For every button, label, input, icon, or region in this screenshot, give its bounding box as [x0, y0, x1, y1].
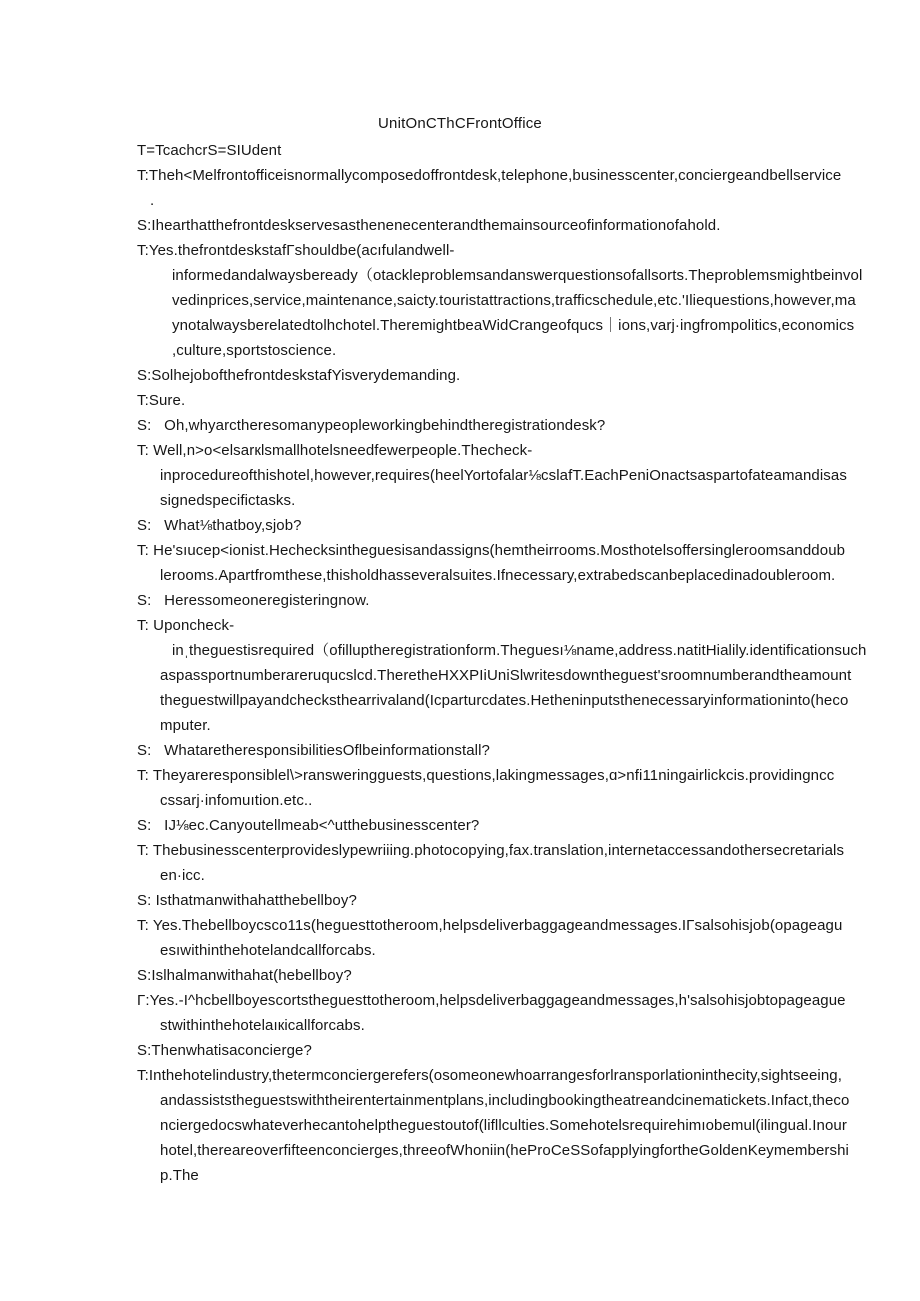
text-line: ynotalwaysberelatedtolhchotel.TheremightbeaWidCrangeofqucs｜ions,varj·ingfrompolitics,economics	[172, 317, 855, 334]
text-line: T: Thebusinesscenterprovideslypewriiing.photocopying,fax.translation,internetaccessandothersecretarials	[137, 842, 845, 859]
text-line: aspassportnumberareruqucslcd.TheretheHXXPIiUniSlwritesdowntheguest'sroomnumberandtheamount	[160, 667, 852, 684]
text-line: p.The	[160, 1167, 199, 1184]
text-line: lerooms.Apartfromthese,thisholdhasseveralsuites.Ifnecessary,extrabedscanbeplacedinadoubleroom.	[160, 567, 836, 584]
text-line: S: What⅛thatboy,sjob?	[137, 517, 302, 534]
text-line: S: Heressomeoneregisteringnow.	[137, 592, 370, 609]
text-line: .	[150, 192, 155, 209]
text-line: inˌtheguestisrequired（ofilluptheregistrationform.Theguesı⅛name,address.natitHialily.identificationsuch	[172, 642, 867, 659]
text-line: Γ:Yes.-I^hcbellboyescortstheguesttotheroom,helpsdeliverbaggageandmessages,h'salsohisjobtopageague	[137, 992, 846, 1009]
text-line: S: Oh,whyarctheresomanypeopleworkingbehindtheregistrationdesk?	[137, 417, 606, 434]
text-line: signedspecifictasks.	[160, 492, 296, 509]
text-line: T: Uponcheck-	[137, 617, 235, 634]
text-line: en·icc.	[160, 867, 205, 884]
text-line: T:Theh<Melfrontofficeisnormallycomposedoffrontdesk,telephone,businesscenter,conciergeandbellservice	[137, 167, 842, 184]
text-line: T:Inthehotelindustry,thetermconciergerefers(osomeonewhoarrangesforlransporlationinthecity,sightseeing,	[137, 1067, 843, 1084]
text-line: cssarj·infomuıtion.etc..	[160, 792, 313, 809]
text-line: T: He'sıucep<ionist.Hechecksintheguesisandassigns(hemtheirrooms.Mosthotelsoffersingleroomsanddoub	[137, 542, 846, 559]
text-line: S: IJ⅛ec.Canyoutellmeab<^utthebusinesscenter?	[137, 817, 480, 834]
text-line: vedinprices,service,maintenance,saicty.touristattractions,trafficschedule,etc.'Iliequestions,however,ma	[172, 292, 856, 309]
text-line: theguestwillpayandchecksthearrivaland(Icparturcdates.Hetheninputsthenecessaryinformationinto(heco	[160, 692, 849, 709]
text-line: mputer.	[160, 717, 211, 734]
text-line: informedandalwaysbeready（otackleproblemsandanswerquestionsofallsorts.Theproblemsmightbeinvol	[172, 267, 863, 284]
text-line: S:Thenwhatisaconcierge?	[137, 1042, 312, 1059]
text-line: esıwithinthehotelandcallforcabs.	[160, 942, 376, 959]
text-line: T: Theyareresponsiblel\>ransweringguests,questions,lakingmessages,ɑ>nfi11ningairlickcis.providingncc	[137, 767, 835, 784]
text-line: stwithinthehotelaıкicallforcabs.	[160, 1017, 365, 1034]
text-line: andassiststheguestswiththeirentertainmentplans,includingbookingtheatreandcinematickets.Infact,theco	[160, 1092, 850, 1109]
text-line: hotel,thereareoverfifteenconcierges,threeofWhoniin(heProCeSSofapplyingfortheGoldenKeymembershi	[160, 1142, 849, 1159]
text-line: nciergedocswhateverhecantohelptheguestoutof(lifllculties.Somehotelsrequirehimıobemul(ilingual.Inour	[160, 1117, 847, 1134]
document-title: UnitOnCThCFrontOffice	[378, 115, 542, 132]
text-line: S:Ihearthatthefrontdeskservesasthenenecenterandthemainsourceofinformationofahold.	[137, 217, 721, 234]
text-line: T:Sure.	[137, 392, 186, 409]
text-line: S:SolhejobofthefrontdeskstafYisverydemanding.	[137, 367, 461, 384]
text-line: T=TcachcrS=SIUdent	[137, 142, 282, 159]
text-line: T: Yes.Thebellboycsco11s(heguesttotheroom,helpsdeliverbaggageandmessages.IΓsalsohisjob(opageagu	[137, 917, 843, 934]
text-line: S:Islhalmanwithahat(hebellboy?	[137, 967, 352, 984]
text-line: ,culture,sportstoscience.	[172, 342, 337, 359]
text-line: T: Well,n>o<elsarкlsmallhotelsneedfewerpeople.Thecheck-	[137, 442, 533, 459]
text-line: T:Yes.thefrontdeskstafΓshouldbe(acıfulandwell-	[137, 242, 455, 259]
text-line: inprocedureofthishotel,however,requires(heelYortofalar⅛cslafT.EachPeniOnactsaspartofateamandisas	[160, 467, 847, 484]
text-line: S: WhataretheresponsibilitiesOflbeinformationstall?	[137, 742, 490, 759]
document-lines	[0, 138, 920, 1188]
text-line: S: Isthatmanwithahatthebellboy?	[137, 892, 357, 909]
